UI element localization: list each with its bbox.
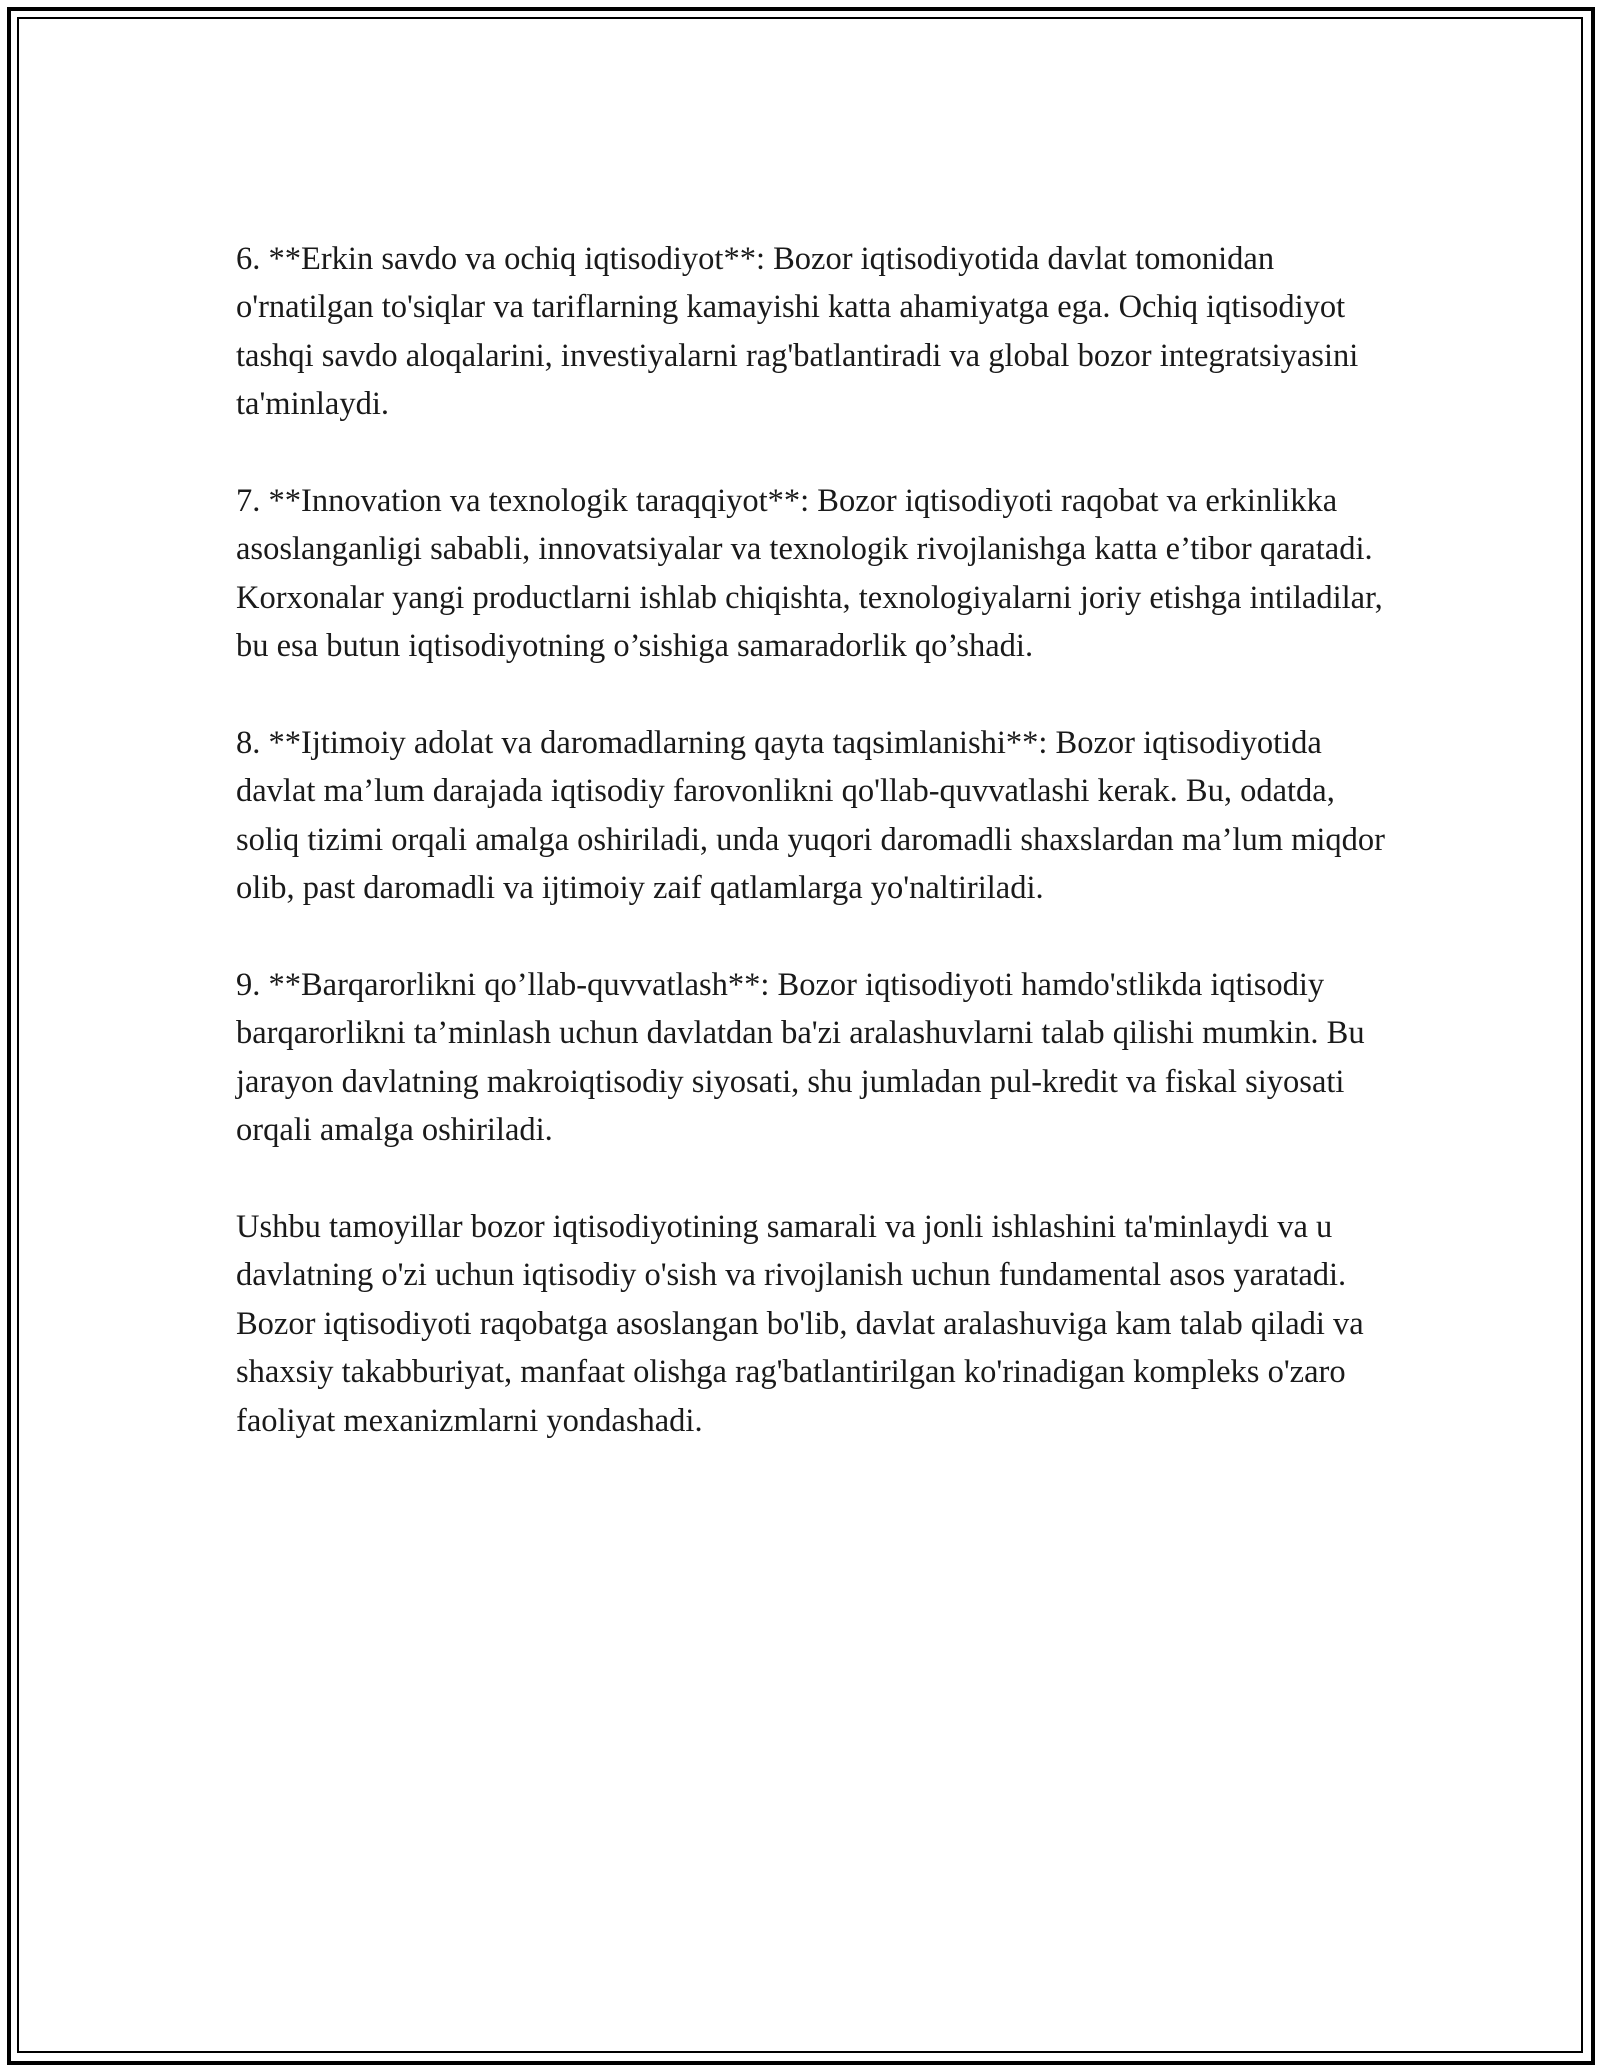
- document-body: [236, 235, 1386, 1493]
- paragraph-innovation: 7. **Innovation va texnologik taraqqiyot**: Bozor iqtisodiyoti raqobat va erkinlikka asoslanganligi sababli, innovatsiyalar va texnologik rivojlanishga katta e’tibor qaratadi. Korxonalar yangi productlarni ishlab chiqishta, texnologiyalarni joriy etishga intiladilar, bu esa butun iqtisodiyotning o’sishiga samaradorlik qo’shadi.: [236, 483, 1383, 665]
- paragraph-erkin-savdo: 6. **Erkin savdo va ochiq iqtisodiyot**: Bozor iqtisodiyotida davlat tomonidan o'rnatilgan to'siqlar va tariflarning kamayishi katta ahamiyatga ega. Ochiq iqtisodiyot tashqi savdo aloqalarini, investiyalarni rag'batlantiradi va global bozor integratsiyasini ta'minlaydi.: [236, 241, 1359, 423]
- paragraph-ijtimoiy-adolat: 8. **Ijtimoiy adolat va daromadlarning qayta taqsimlanishi**: Bozor iqtisodiyotida davlat ma’lum darajada iqtisodiy farovonlikni qo'llab-quvvatlashi kerak. Bu, odatda, soliq tizimi orqali amalga oshiriladi, unda yuqori daromadli shaxslardan ma’lum miqdor olib, past daromadli va ijtimoiy zaif qatlamlarga yo'naltiriladi.: [236, 725, 1385, 907]
- paragraph-conclusion: Ushbu tamoyillar bozor iqtisodiyotining samarali va jonli ishlashini ta'minlaydi va u davlatning o'zi uchun iqtisodiy o'sish va rivojlanish uchun fundamental asos yaratadi. Bozor iqtisodiyoti raqobatga asoslangan bo'lib, davlat aralashuviga kam talab qiladi va shaxsiy takabburiyat, manfaat olishga rag'batlantirilgan ko'rinadigan kompleks o'zaro faoliyat mexanizmlarni yondashadi.: [236, 1209, 1364, 1439]
- paragraph-barqarorlik: 9. **Barqarorlikni qo’llab-quvvatlash**: Bozor iqtisodiyoti hamdo'stlikda iqtisodiy barqarorlikni ta’minlash uchun davlatdan ba'zi aralashuvlarni talab qilishi mumkin. Bu jarayon davlatning makroiqtisodiy siyosati, shu jumladan pul-kredit va fiskal siyosati orqali amalga oshiriladi.: [236, 967, 1365, 1149]
